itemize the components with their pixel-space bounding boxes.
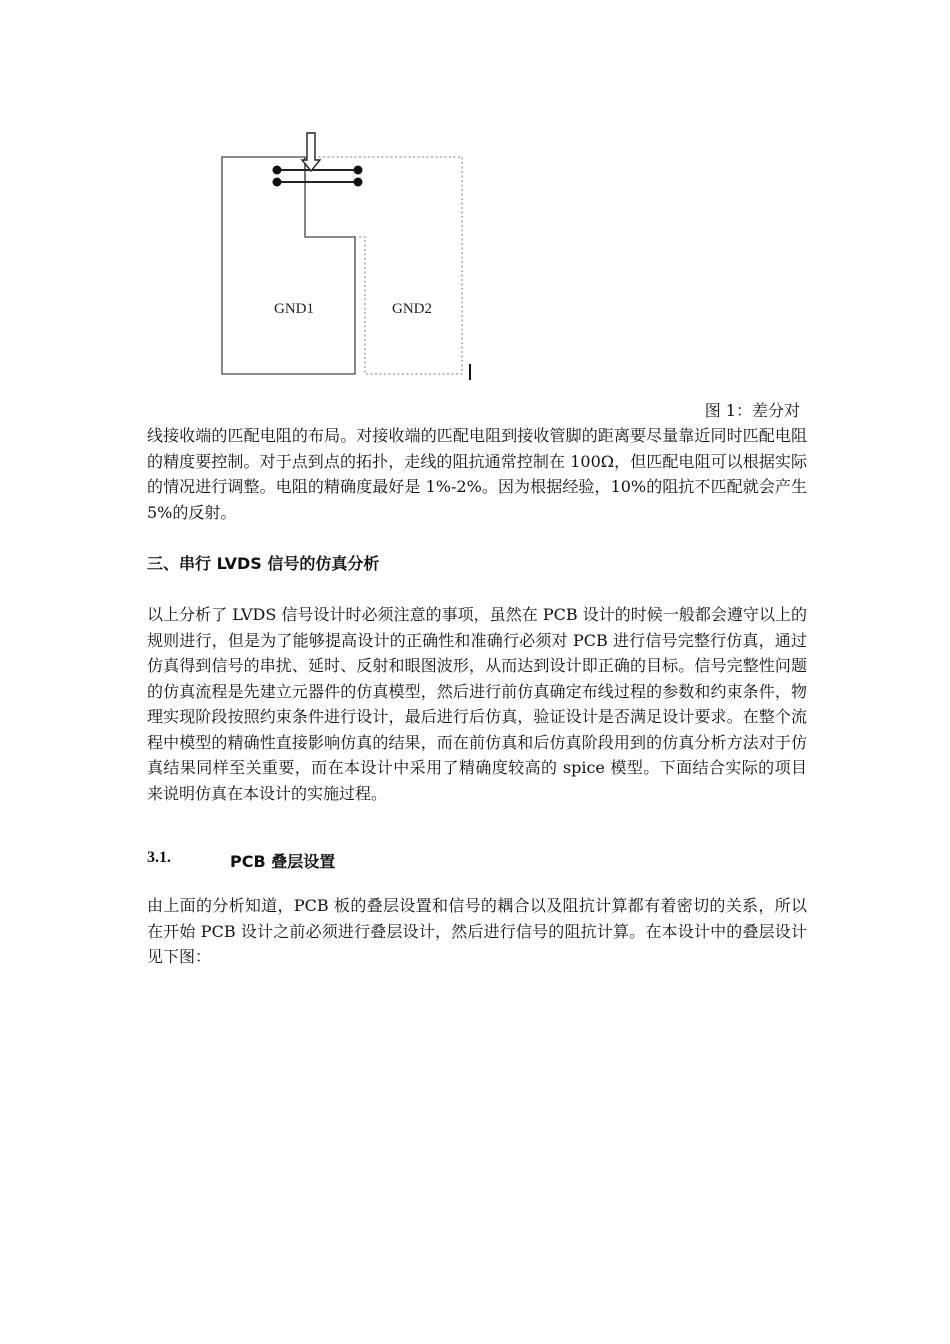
subsection-number: 3.1. <box>147 849 171 866</box>
gnd1-outline <box>222 157 355 374</box>
via-bottom-left <box>273 178 282 187</box>
via-bottom-right <box>354 178 363 187</box>
paragraph-3: 由上面的分析知道，PCB 板的叠层设置和信号的耦合以及阻抗计算都有着密切的关系，所以在开始 PCB 设计之前必须进行叠层设计，然后进行信号的阻抗计算。在本设计中的叠层设计见下图： <box>147 896 807 966</box>
section-heading: 三、串行 LVDS 信号的仿真分析 <box>147 554 380 573</box>
gnd2-outline <box>305 157 462 374</box>
via-top-right <box>354 166 363 175</box>
figure-caption: 图 1：差分对 <box>704 401 800 420</box>
paragraph-2: 以上分析了 LVDS 信号设计时必须注意的事项，虽然在 PCB 设计的时候一般都会遵守以上的规则进行，但是为了能够提高设计的正确性和准确行必须对 PCB 进行信号完整行仿真，通过仿真得到信号的串扰、延时、反射和眼图波形，从而达到设计即正确的目标。信号完整性问题的仿真流程是先建立元器件的仿真模型，然后进行前仿真确定布线过程的参数和约束条件，物理实现阶段按照约束条件进行设计，最后进行后仿真，验证设计是否满足设计要求。在整个流程中模型的精确性直接影响仿真的结果，而在前仿真和后仿真阶段用到的仿真分析方法对于仿真结果同样至关重要，而在本设计中采用了精确度较高的 spice 模型。下面结合实际的项目来说明仿真在本设计的实施过程。 <box>147 605 807 803</box>
subsection-title: PCB 叠层设置 <box>230 852 336 871</box>
gnd2-label: GND2 <box>392 301 432 317</box>
figure-diagram <box>200 120 490 390</box>
gnd1-label: GND1 <box>274 301 314 317</box>
paragraph-1: 线接收端的匹配电阻的布局。对接收端的匹配电阻到接收管脚的距离要尽量靠近同时匹配电阻的精度要控制。对于点到点的拓扑，走线的阻抗通常控制在 100Ω，但匹配电阻可以根据实际的情况进行调整。电阻的精确度最好是 1%-2%。因为根据经验，10%的阻抗不匹配就会产生 5%的反射。 <box>147 426 807 522</box>
gnd-split-figure <box>200 120 490 390</box>
via-top-left <box>273 166 282 175</box>
